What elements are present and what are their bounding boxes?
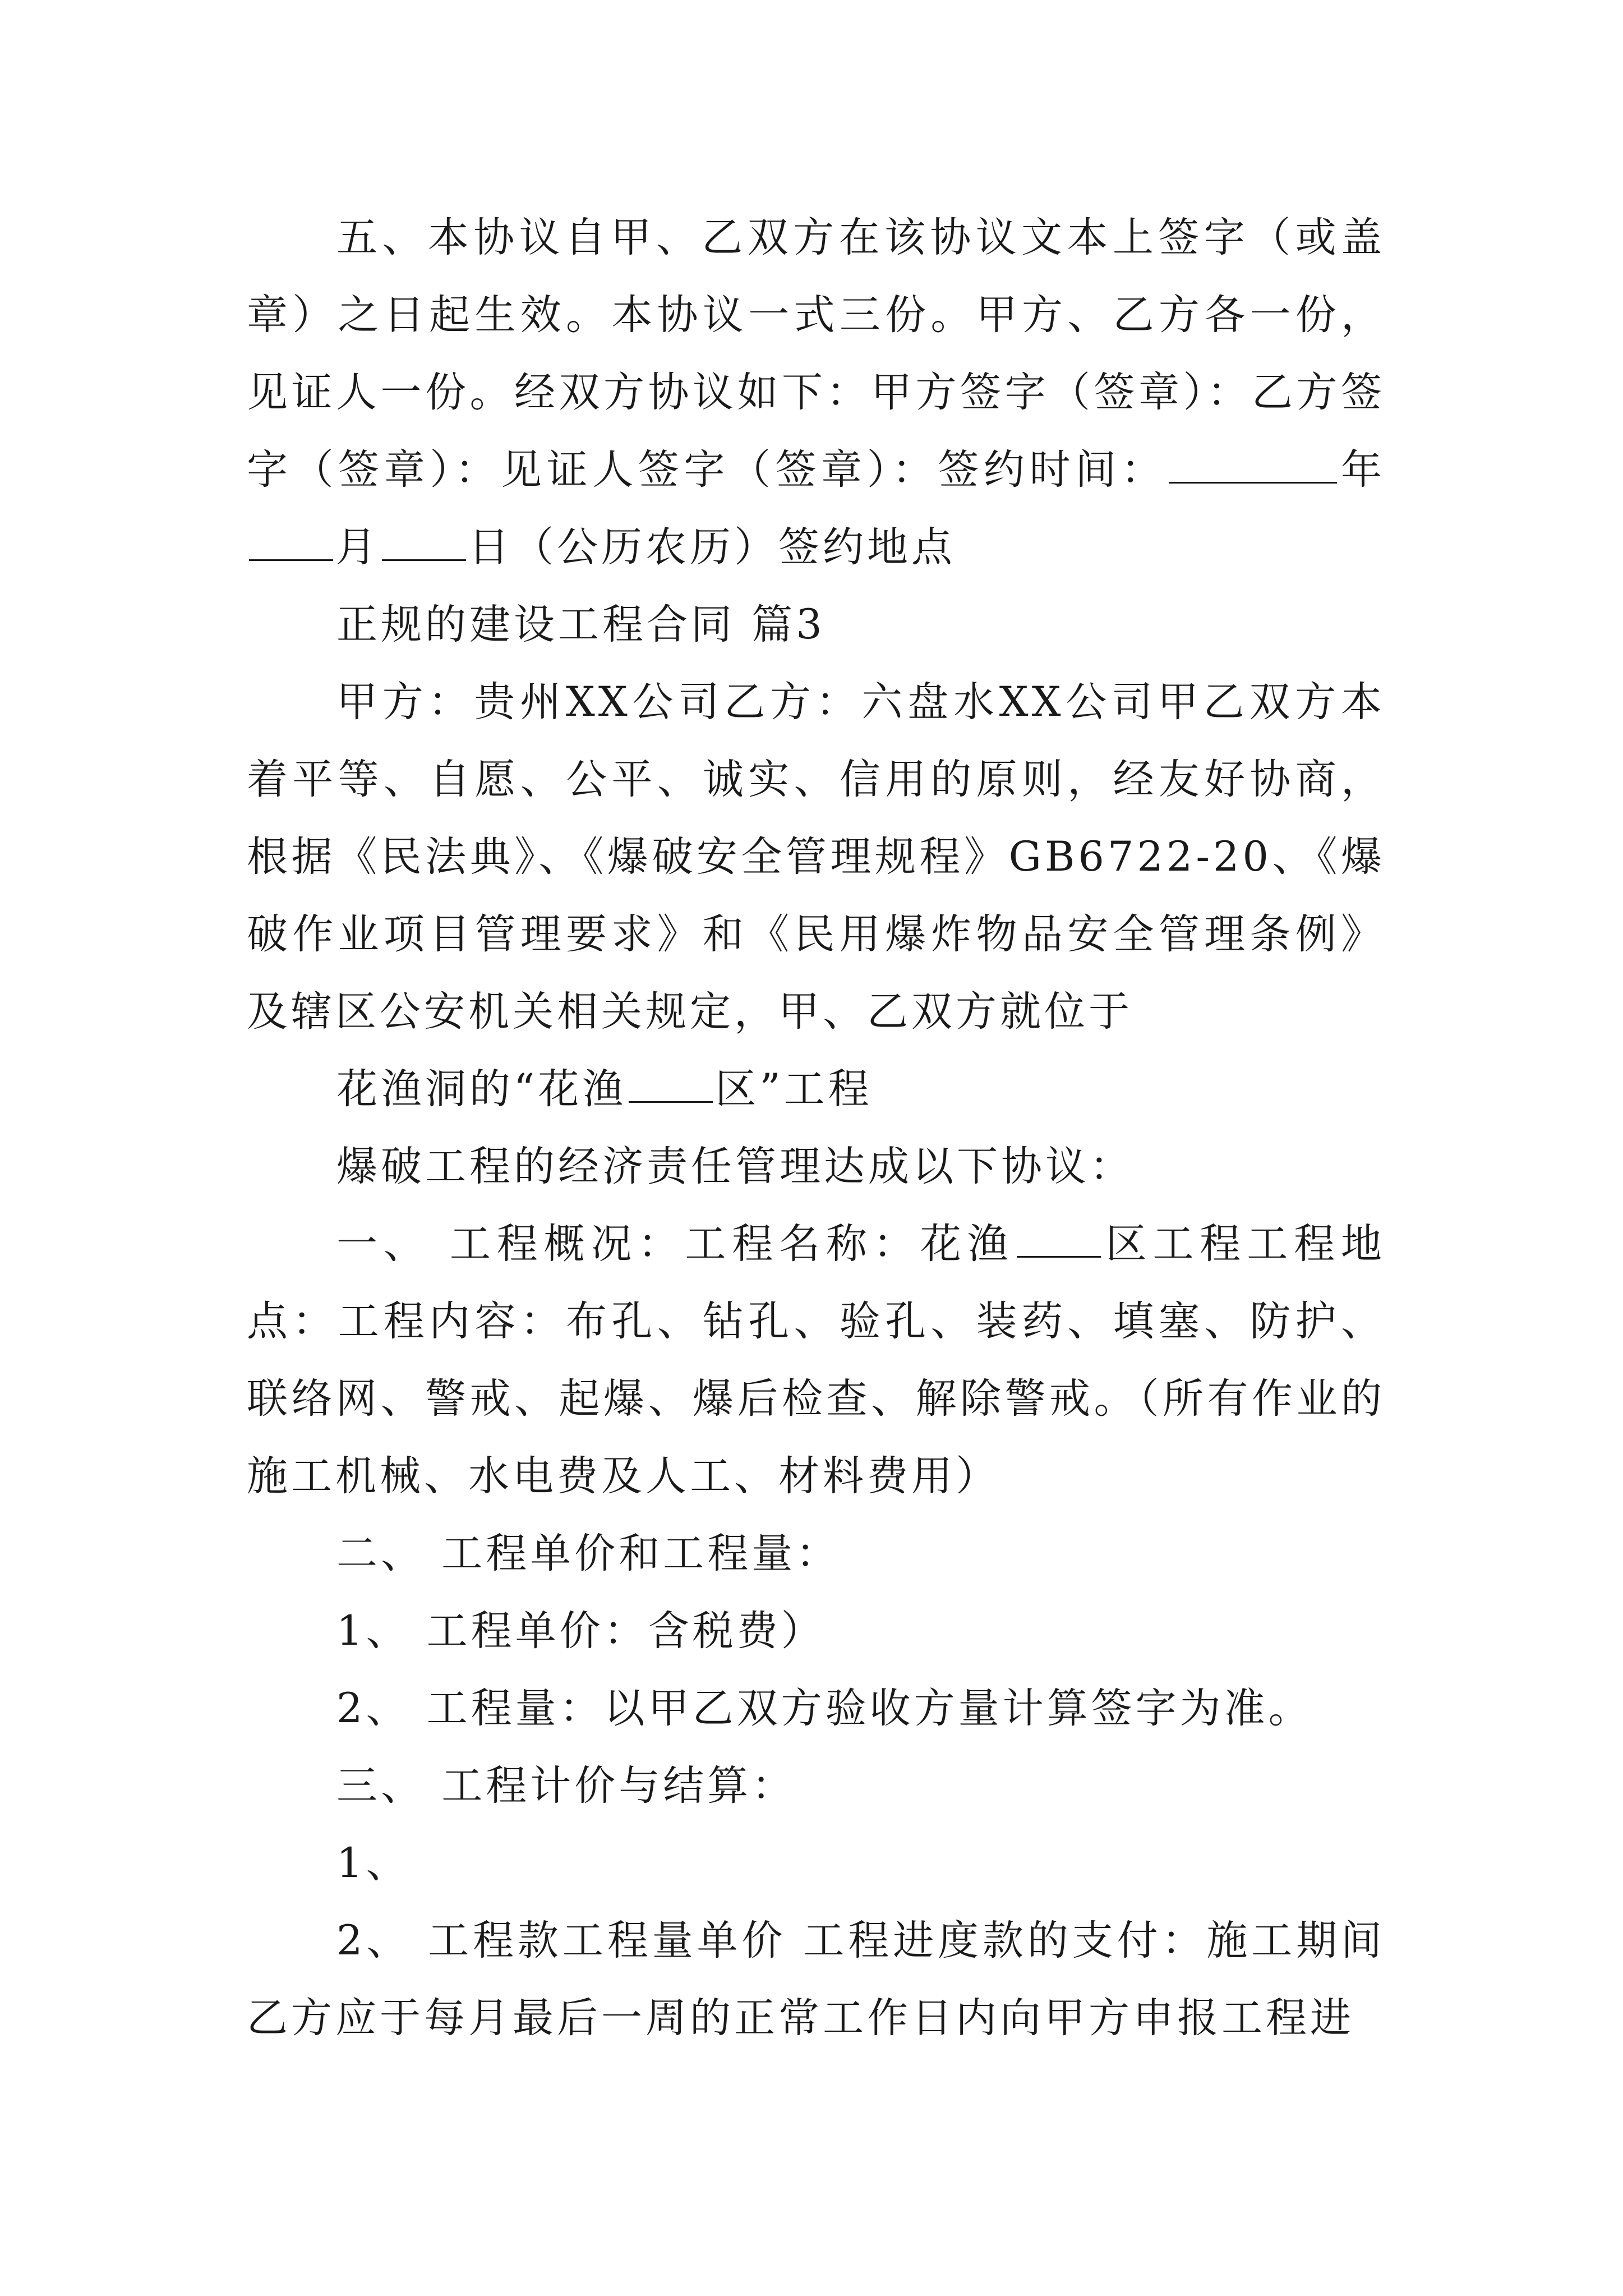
paragraph-project-overview [247,1205,1385,1515]
document-page [247,199,1385,2057]
project-overview-tail: 区工程工程地点：工程内容：布孔、钻孔、验孔、装药、填塞、防护、联络网、警戒、起爆、爆后检查、解除警戒。（所有作业的施工机械、水电费及人工、材料费用） [247,1220,1385,1500]
project-name-blank [1017,1217,1101,1258]
paragraph-unit-price-heading: 二、 工程单价和工程量： [336,1530,841,1577]
paragraph-item-1: 1、 [336,1839,411,1887]
project-location-text: 花渔洞的“花渔 [336,1065,627,1113]
section-heading: 正规的建设工程合同 篇3 [336,601,826,648]
paragraph-parties: 甲方：贵州XX公司乙方：六盘水XX公司甲乙双方本着平等、自愿、公平、诚实、信用的原则，经友好协商，根据《民法典》、《爆破安全管理规程》GB6722-20、《爆破作业项目管理要求》和《民用爆炸物品安全管理条例》及辖区公安机关相关规定，甲、乙双方就位于 [247,678,1385,1036]
project-location-tail: 区”工程 [715,1065,873,1113]
paragraph-progress-payment: 2、 工程款工程量单价 工程进度款的支付：施工期间乙方应于每月最后一周的正常工作日内向甲方申报工程进 [247,1917,1385,2042]
paragraph-unit-price: 1、 工程单价：含税费） [336,1607,826,1655]
signing-month-blank [249,520,333,561]
signing-year-blank [1169,443,1337,484]
paragraph-pricing-heading: 三、 工程计价与结算： [336,1762,796,1810]
paragraph-quantity: 2、 工程量：以甲乙双方验收方量计算签字为准。 [336,1685,1313,1732]
clause-5-text: 五、本协议自甲、乙双方在该协议文本上签字（或盖章）之日起生效。本协议一式三份。甲方、乙方各一份，见证人一份。经双方协议如下：甲方签字（签章）：乙方签字（签章）：见证人签字（签章）：签约时间： [247,214,1385,494]
project-zone-blank [629,1062,713,1103]
year-label: 年 [1339,446,1386,494]
signing-day-blank [382,520,466,561]
clause-5-tail: 日（公历农历）签约地点 [468,523,956,571]
paragraph-agreement-intro: 爆破工程的经济责任管理达成以下协议： [336,1143,1134,1190]
paragraph-clause-5 [247,199,1385,586]
month-label: 月 [335,523,380,571]
paragraph-project-location [247,1051,1385,1128]
project-overview-text: 一、 工程概况：工程名称：花渔 [336,1220,1015,1268]
